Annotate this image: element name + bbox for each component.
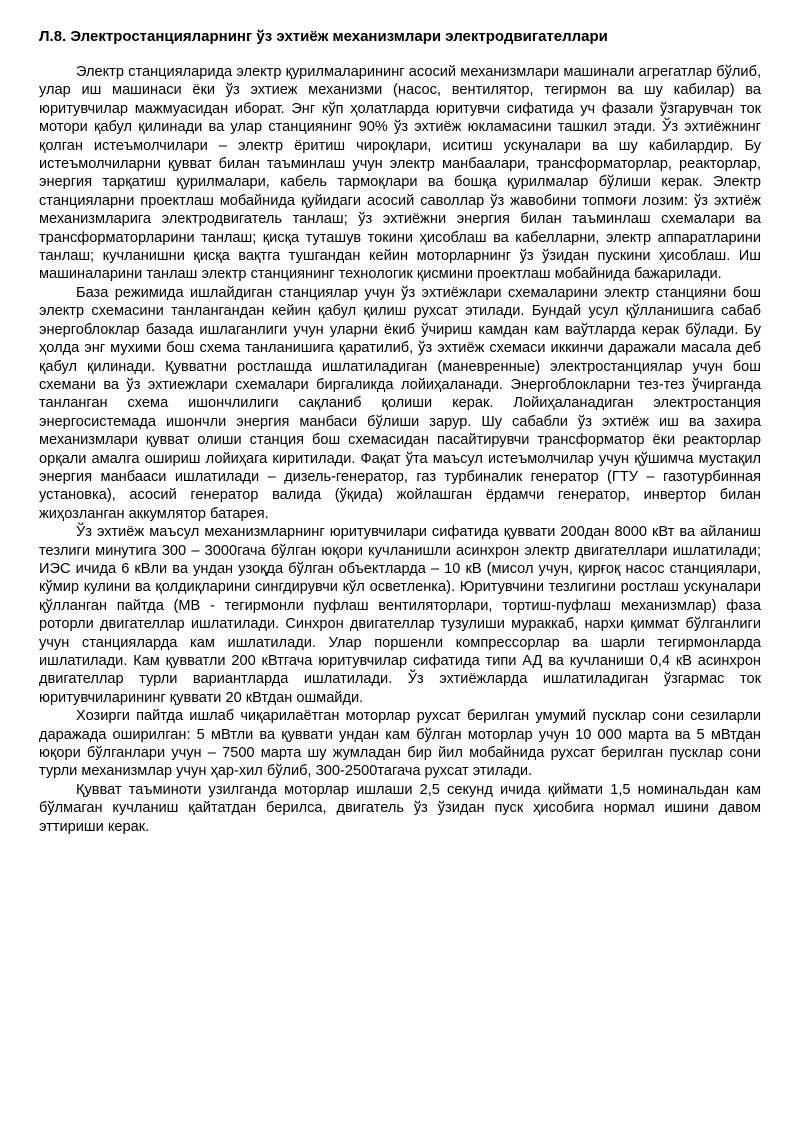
paragraph-motor-drives: Ўз эхтиёж маъсул механизмларнинг юритувчилари сифатида қуввати 200дан 8000 кВт ва айланиш тезлиги минутига 300 – 3000гача бўлган юқори кучланишли асинхрон электр двигателлари ишлатилади; ИЭС ичида 6 кВли ва ундан узоқда бўлган объектларда – 10 кВ (мисол учун, қирғоқ насос станциялари, кўмир кулини ва қолдиқларини сингдирувчи кўл осветленка). Юритувчини тезлигини ростлаш ускуналари қўлланган пайтда (МВ - тегирмонли пуфлаш вентиляторлари, тортиш-пуфлаш механизмлар) фаза роторли двигателлар ишлатилади. Синхрон двигателлар тузулиши мураккаб, нархи қиммат бўлганлиги учун станцияларда кам ишлатилади. Улар поршенли компрессорлар ва шарли тегирмонларда ишлатилади. Кам қувватли 200 кВтгача юритувчилар сифатида типи АД ва кучланиши 0,4 кВ асинхрон двигателлар турли вариантларда ишлатилади. Ўз эхтиёжларда ишлатиладиган ўзгармас ток юритувчиларининг қуввати 20 кВтдан ошмайди. [39, 524, 761, 706]
section-heading: Л.8. Электростанцияларнинг ўз эхтиёж механизмлари электродвигателлари [39, 28, 608, 45]
paragraph-self-start: Қувват таъминоти узилганда моторлар ишлаши 2,5 секунд ичида қиймати 1,5 номинальдан кам бўлмаган кучланиш қайтатдан берилса, двигатель ўз ўзидан пуск ҳисобига нормал ишини давом эттириши керак. [39, 781, 761, 835]
paragraph-intro: Электр станцияларида электр қурилмаларининг асосий механизмлари машинали агрегатлар бўлиб, улар иш машинаси ёки ўз эхтиеж механизми (насос, вентилятор, тегирмон ва шу кабилар) ва юритувчилар мажмуасидан иборат. Энг кўп ҳолатларда юритувчи сифатида уч фазали ўзгарувчан ток мотори қабул қилинади ва улар станциянинг 90% ўз эхтиёж юкламасини ташкил этади. Ўз эхтиёжнинг қолган истеъмолчилари – электр ёритиш чироқлари, иситиш ускуналари ва шу кабилардир. Бу истеъмолчиларни қувват билан таъминлаш учун электр манбаалари, трансформаторлар, реакторлар, энергия тарқатиш қурилмалари, кабель тармоқлари ва бошқа қурилмалар бўлиши керак. Электр станцияларни проектлаш мобайнида қуйидаги асосий саволлар ўз жавобини топмоғи лозим: ўз эхтиёж механизмларига электродвигатель танлаш; ўз эхтиёжни энергия билан таъминлаш схемалари ва трансформаторларини танлаш; қисқа туташув токини ҳисоблаш ва кабелларни, электр аппаратларини танлаш; кучланишни қисқа вақтга тушгандан кейин моторларнинг ўз ўзидан пускини ҳисоблаш. Иш машиналарини танлаш электр станциянинг технологик қисмини проектлаш мобайнида бажарилади. [39, 64, 761, 283]
paragraph-base-mode: База режимида ишлайдиган станциялар учун ўз эхтиёжлари схемаларини электр станцияни бош электр схемасини танлангандан кейин қабул қилиш рухсат этилади. Бундай усул қўлланишига сабаб энергоблоклар базада ишлаганлиги учун уларни ёкиб ўчириш камдан кам ваўтларда керак бўлади. Бу ҳолда энг мухими бош схема танланишига қаратилиб, ўз эхтиёж схемаси иккинчи даражали масала деб қабул қилинади. Қувватни ростлашда ишлатиладиган (маневренные) электростанциялар учун бош схемани ва ўз эхтиежлари схемалари биргаликда лойиҳаланади. Энергоблокларни тез-тез ўчирганда танланган схема ишончлилиги сақланиб қолиши керак. Лойиҳаланадиган электростанция энергосистемада ишончли энергия манбаси бўлиши зарур. Шу сабабли ўз эхтиёж иш ва захира механизмлари қувват олиши станция бош схемасидан пасайтирувчи трансформатор ёки реакторлар орқали амалга ошириш лойиҳага киритилади. Фақат ўта маъсул истеъмолчилар учун қўшимча мустақил энергия манбааси ишлатилади – дизель-генератор, газ турбиналик генератор (ГТУ – газотурбинная установка), асосий генератор валида (ўқида) жойлашган ёрдамчи генератор, инвертор билан жиҳозланган аккумлятор батарея. [39, 284, 761, 522]
paragraph-start-count: Хозирги пайтда ишлаб чиқарилаётган моторлар рухсат берилган умумий пусклар сони сезиларли даражада оширилган: 5 мВтли ва қуввати ундан кам бўлган моторлар учун 10 000 марта ва 5 мВтдан юқори бўлганлари учун – 7500 марта шу жумладан бир йил мобайнида рухсат берилган пусклар сони турли механизмлар учун ҳар-хил бўлиб, 300-2500тагача рухсат этилади. [39, 708, 761, 780]
document-page [39, 28, 761, 836]
